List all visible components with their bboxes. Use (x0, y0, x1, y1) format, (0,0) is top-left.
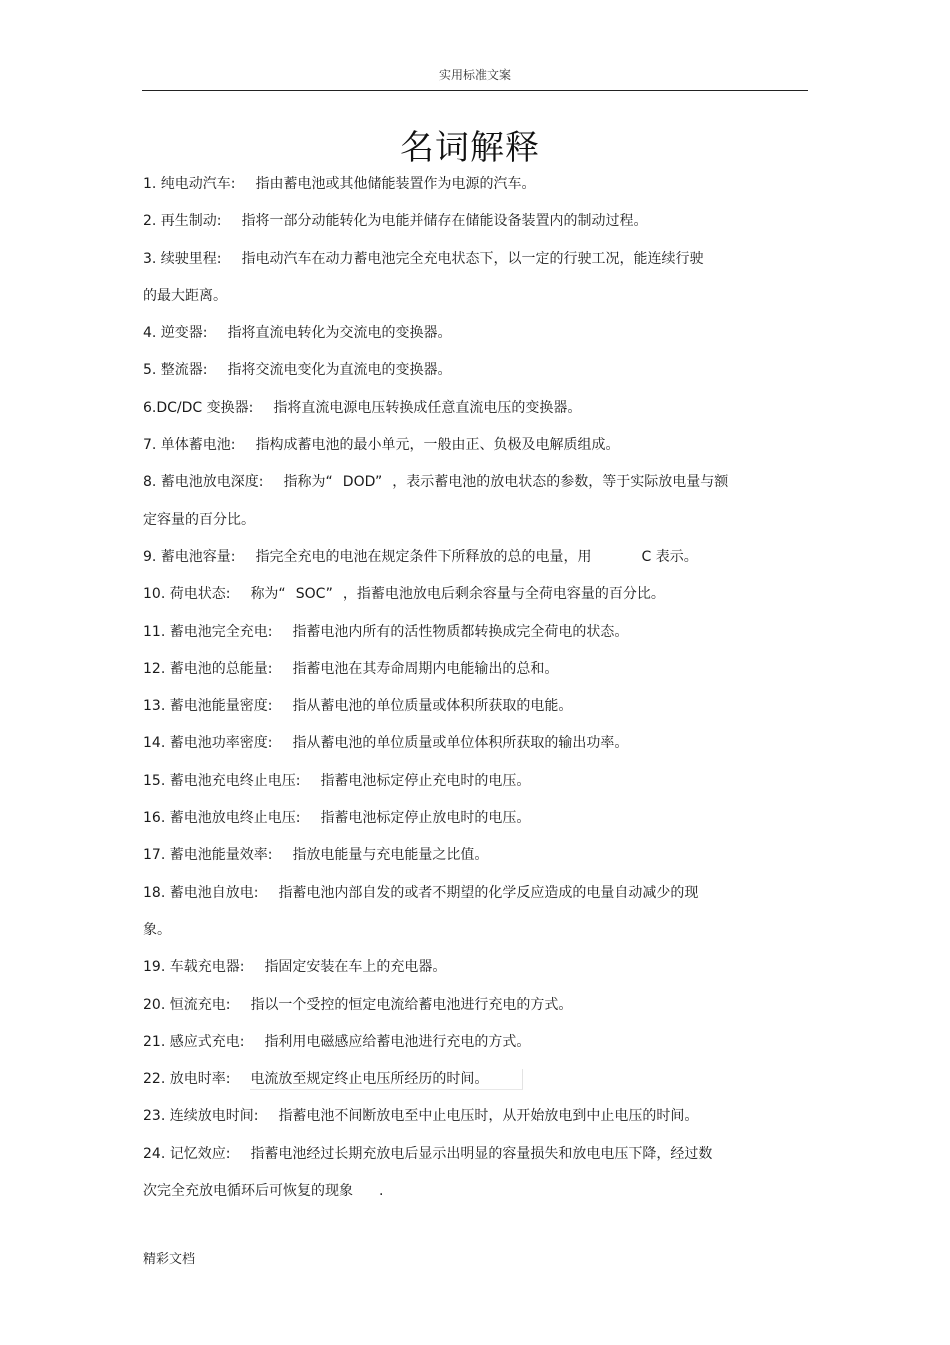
definition-list (143, 170, 773, 1214)
definition-item-9: 9. 蓄电池容量: 指完全充电的电池在规定条件下所释放的总的电量，用 C 表示。 (143, 548, 698, 565)
header-divider (142, 90, 808, 91)
boxed-definition: 电流放至规定终止电压所经历的时间。 (250, 1069, 523, 1090)
definition-item-8: 8. 蓄电池放电深度: 指称为“ DOD” ，表示蓄电池的放电状态的参数，等于实际放电量与额 (143, 474, 729, 491)
definition-item-10: 10. 荷电状态: 称为“ SOC” ，指蓄电池放电后剩余容量与全荷电容量的百分比。 (143, 586, 665, 603)
definition-item-15: 15. 蓄电池充电终止电压: 指蓄电池标定停止充电时的电压。 (143, 772, 531, 789)
definition-item-21: 21. 感应式充电: 指利用电磁感应给蓄电池进行充电的方式。 (143, 1033, 531, 1050)
definition-item-8-continued: 定容量的百分比。 (143, 511, 255, 528)
definition-item-18-continued: 象。 (143, 921, 171, 938)
definition-item-22: 22. 放电时率: 电流放至规定终止电压所经历的时间。 (143, 1065, 773, 1102)
definition-item-24-continued: 次完全充放电循环后可恢复的现象 . (143, 1183, 384, 1200)
definition-item-16: 16. 蓄电池放电终止电压: 指蓄电池标定停止放电时的电压。 (143, 810, 531, 827)
definition-item-17: 17. 蓄电池能量效率: 指放电能量与充电能量之比值。 (143, 847, 489, 864)
definition-item-19: 19. 车载充电器: 指固定安装在车上的充电器。 (143, 959, 447, 976)
definition-item-24: 24. 记忆效应: 指蓄电池经过长期充放电后显示出明显的容量损失和放电电压下降，经过数 (143, 1145, 713, 1162)
definition-item-3: 3. 续驶里程: 指电动汽车在动力蓄电池完全充电状态下，以一定的行驶工况，能连续行驶 (143, 250, 704, 267)
page-footer: 精彩文档 (143, 1252, 196, 1267)
definition-item-2: 2. 再生制动: 指将一部分动能转化为电能并储存在储能设备装置内的制动过程。 (143, 213, 648, 230)
page-header: 实用标准文案 (438, 68, 511, 82)
definition-item-20: 20. 恒流充电: 指以一个受控的恒定电流给蓄电池进行充电的方式。 (143, 996, 573, 1013)
definition-item-12: 12. 蓄电池的总能量: 指蓄电池在其寿命周期内电能输出的总和。 (143, 660, 559, 677)
page-title: 名词解释 (400, 128, 540, 168)
definition-item-4: 4. 逆变器: 指将直流电转化为交流电的变换器。 (143, 325, 452, 342)
definition-item-14: 14. 蓄电池功率密度: 指从蓄电池的单位质量或单位体积所获取的输出功率。 (143, 735, 629, 752)
definition-item-23: 23. 连续放电时间: 指蓄电池不间断放电至中止电压时，从开始放电到中止电压的时间。 (143, 1108, 699, 1125)
definition-item-5: 5. 整流器: 指将交流电变化为直流电的变换器。 (143, 362, 452, 379)
definition-item-13: 13. 蓄电池能量密度: 指从蓄电池的单位质量或体积所获取的电能。 (143, 698, 573, 715)
definition-item-3-continued: 的最大距离。 (143, 287, 227, 304)
definition-item-6: 6.DC/DC 变换器: 指将直流电源电压转换成任意直流电压的变换器。 (143, 399, 582, 416)
definition-item-1: 1. 纯电动汽车: 指由蓄电池或其他储能装置作为电源的汽车。 (143, 176, 536, 192)
definition-item-7: 7. 单体蓄电池: 指构成蓄电池的最小单元，一般由正、负极及电解质组成。 (143, 437, 620, 454)
definition-item-11: 11. 蓄电池完全充电: 指蓄电池内所有的活性物质都转换成完全荷电的状态。 (143, 623, 629, 640)
definition-item-18: 18. 蓄电池自放电: 指蓄电池内部自发的或者不期望的化学反应造成的电量自动减少的现 (143, 884, 699, 901)
